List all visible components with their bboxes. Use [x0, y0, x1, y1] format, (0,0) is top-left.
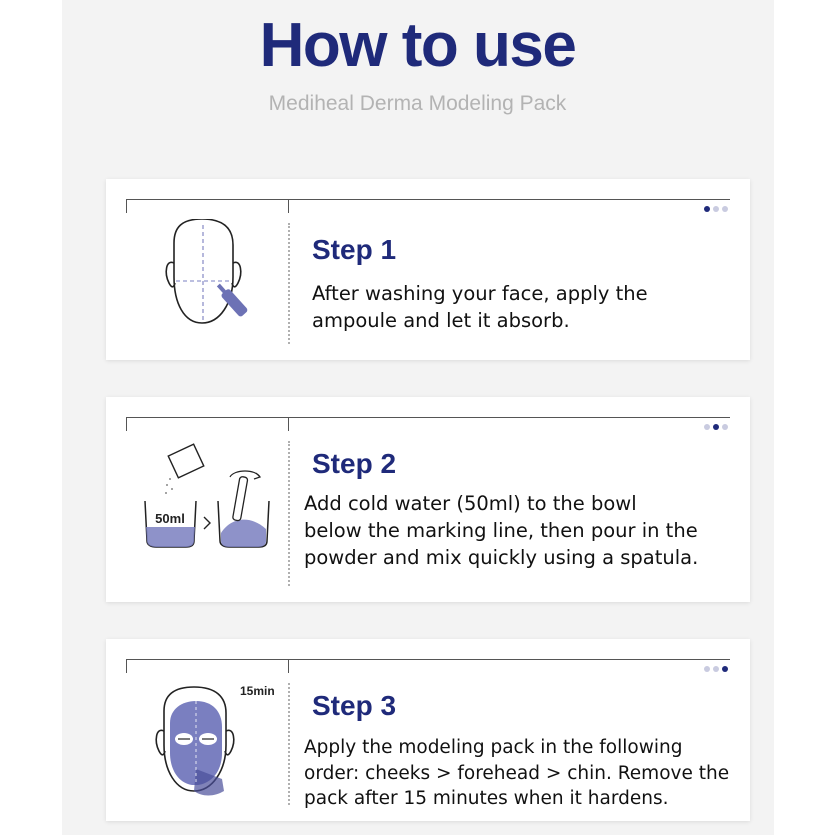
divider-line: [126, 659, 730, 660]
product-name: Mediheal Derma Modeling Pack: [268, 92, 567, 115]
text-line: Add cold water (50ml) to the bowl: [304, 492, 637, 515]
step-description: [304, 735, 729, 812]
bowl-label: 50ml: [155, 511, 185, 526]
step-title: Step 1: [312, 234, 397, 265]
bowl-mixing-illustration: [126, 437, 286, 587]
dotted-separator: [288, 683, 290, 805]
step-title: Step 3: [312, 690, 397, 721]
indicator-dot: [722, 666, 728, 672]
indicator-dot: [722, 424, 728, 430]
indicator-dot: [713, 666, 719, 672]
indicator-dot: [704, 666, 710, 672]
indicator-dot: [722, 206, 728, 212]
step-description: [304, 490, 698, 571]
indicator-dot: [704, 424, 710, 430]
divider-line: [126, 417, 730, 418]
divider-tick: [126, 659, 127, 673]
step-card-3: [106, 639, 750, 821]
timer-label: 15min: [240, 684, 275, 698]
step-description: [312, 280, 648, 334]
step-indicator: [704, 206, 728, 212]
step-card-1: [106, 179, 750, 360]
indicator-dot: [713, 424, 719, 430]
divider-tick: [126, 417, 127, 431]
text-line: below the marking line, then pour in the: [304, 519, 698, 542]
step-card-2: [106, 397, 750, 602]
page-title: How to use: [259, 11, 576, 80]
divider-tick: [126, 199, 127, 213]
text-line: order: cheeks > forehead > chin. Remove the: [304, 762, 730, 784]
dotted-separator: [288, 223, 290, 344]
text-line: Apply the modeling pack in the following: [304, 737, 683, 758]
divider-tick: [288, 659, 289, 673]
divider-tick: [288, 199, 289, 213]
indicator-dot: [713, 206, 719, 212]
step-indicator: [704, 666, 728, 672]
step-indicator: [704, 424, 728, 430]
text-line: pack after 15 minutes when it hardens.: [304, 788, 669, 809]
text-line: ampoule and let it absorb.: [312, 309, 570, 332]
dotted-separator: [288, 441, 290, 586]
face-mask-illustration: [126, 679, 286, 814]
divider-tick: [288, 417, 289, 431]
text-line: powder and mix quickly using a spatula.: [304, 546, 699, 569]
text-line: After washing your face, apply the: [312, 282, 648, 305]
face-ampoule-illustration: [126, 219, 286, 349]
indicator-dot: [704, 206, 710, 212]
divider-line: [126, 199, 730, 200]
step-title: Step 2: [312, 448, 397, 479]
